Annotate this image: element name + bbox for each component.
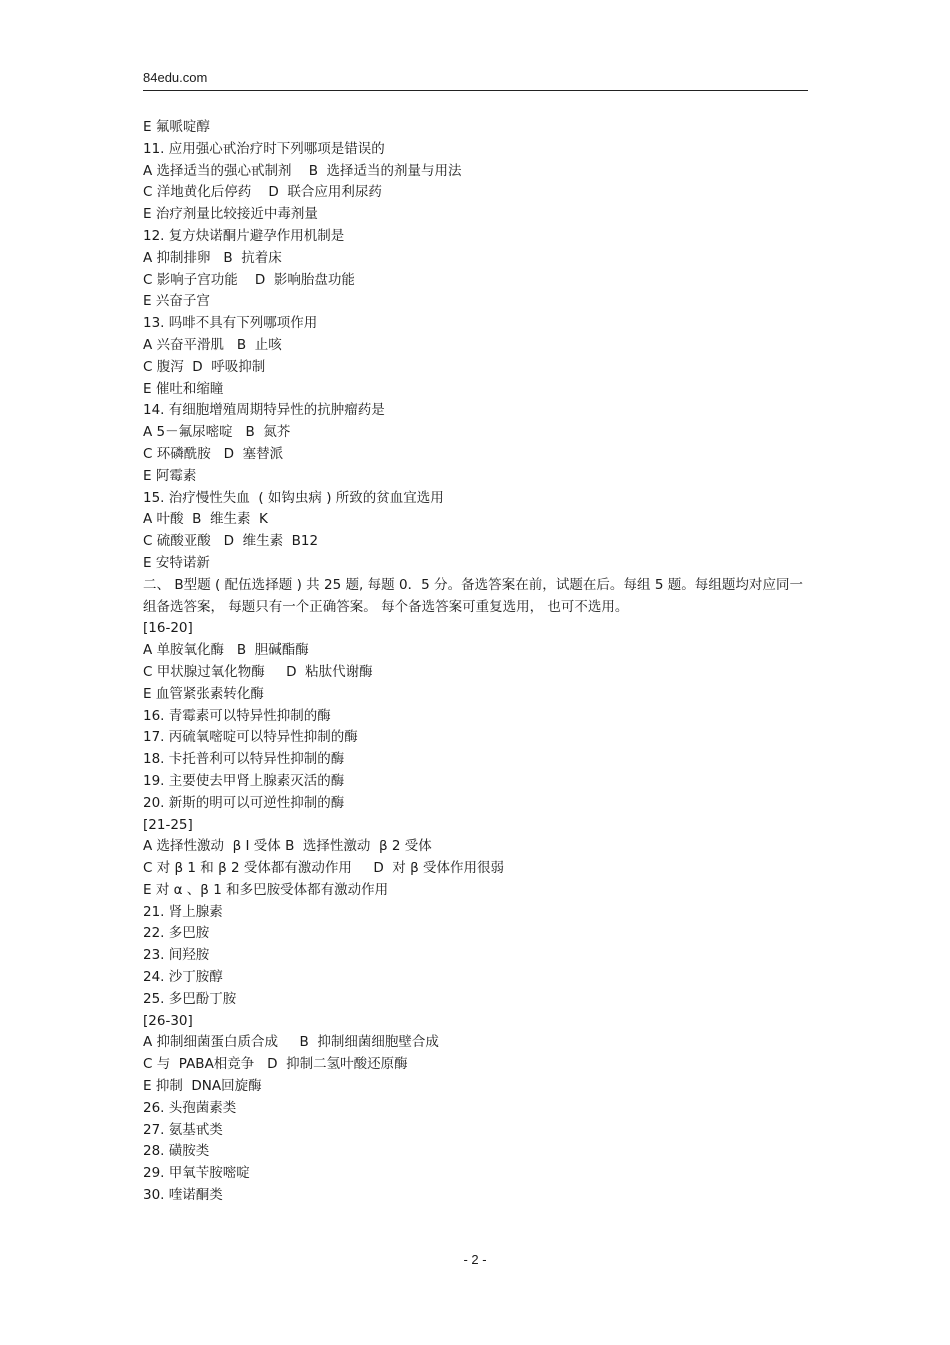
- text-line: E 氟哌啶醇: [143, 119, 210, 135]
- options-line: C 环磷酰胺 D 塞替派: [143, 445, 284, 462]
- options-line: A 5－氟尿嘧啶 B 氮芥: [143, 424, 291, 441]
- options-line: E 催吐和缩瞳: [143, 380, 224, 397]
- question-28: 28. 磺胺类: [143, 1143, 210, 1160]
- question-23: 23. 间羟胺: [143, 947, 210, 964]
- options-line: C 硫酸亚酸 D 维生素 B12: [143, 533, 319, 550]
- options-line: C 影响子宫功能 D 影响胎盘功能: [143, 271, 355, 288]
- options-line: A 单胺氧化酶 B 胆碱酯酶: [143, 642, 309, 659]
- page-header: [143, 68, 808, 91]
- question-26: 26. 头孢菌素类: [143, 1099, 237, 1116]
- options-line: E 兴奋子宫: [143, 293, 210, 310]
- options-line: A 叶酸 B 维生素 K: [143, 511, 268, 528]
- question-12: 12. 复方炔诺酮片避孕作用机制是: [143, 227, 345, 244]
- question-30: 30. 喹诺酮类: [143, 1187, 223, 1204]
- group-header: [21-25]: [143, 816, 193, 833]
- options-line: C 对 β 1 和 β 2 受体都有激动作用 D 对 β 受体作用很弱: [143, 860, 505, 877]
- question-22: 22. 多巴胺: [143, 925, 210, 942]
- options-line: C 腹泻 D 呼吸抑制: [143, 358, 266, 375]
- question-15: 15. 治疗慢性失血 ( 如钩虫病 ) 所致的贫血宜选用: [143, 489, 444, 506]
- options-line: E 对 α 、β 1 和多巴胺受体都有激动作用: [143, 881, 389, 898]
- options-line: C 洋地黄化后停药 D 联合应用利尿药: [143, 184, 382, 201]
- options-line: E 治疗剂量比较接近中毒剂量: [143, 206, 318, 223]
- options-line: A 抑制细菌蛋白质合成 B 抑制细菌细胞壁合成: [143, 1034, 439, 1051]
- group-header: [16-20]: [143, 620, 193, 637]
- options-line: A 兴奋平滑肌 B 止咳: [143, 336, 282, 353]
- question-24: 24. 沙丁胺醇: [143, 969, 223, 986]
- options-line: C 与 PABA相竞争 D 抑制二氢叶酸还原酶: [143, 1056, 408, 1073]
- question-20: 20. 新斯的明可以可逆性抑制的酶: [143, 794, 345, 811]
- options-line: A 选择适当的强心甙制剂 B 选择适当的剂量与用法: [143, 162, 462, 179]
- question-18: 18. 卡托普利可以特异性抑制的酶: [143, 751, 345, 768]
- question-21: 21. 肾上腺素: [143, 903, 223, 920]
- question-17: 17. 丙硫氧嘧啶可以特异性抑制的酶: [143, 729, 358, 746]
- question-13: 13. 吗啡不具有下列哪项作用: [143, 315, 318, 332]
- options-line: E 抑制 DNA回旋酶: [143, 1078, 262, 1095]
- options-line: A 选择性激动 β Ⅰ 受体 B 选择性激动 β 2 受体: [143, 838, 432, 855]
- question-14: 14. 有细胞增殖周期特异性的抗肿瘤药是: [143, 402, 385, 419]
- options-line: E 安特诺新: [143, 554, 210, 571]
- question-29: 29. 甲氧苄胺嘧啶: [143, 1165, 250, 1182]
- question-11: 11. 应用强心甙治疗时下列哪项是错误的: [143, 140, 385, 157]
- document-body: [143, 117, 803, 1207]
- question-16: 16. 青霉素可以特异性抑制的酶: [143, 707, 331, 724]
- page-number: - 2 -: [463, 1252, 487, 1267]
- header-site-name: 84edu.com: [143, 70, 208, 85]
- group-header: [26-30]: [143, 1012, 193, 1029]
- options-line: A 抑制排卵 B 抗着床: [143, 249, 282, 266]
- options-line: E 血管紧张素转化酶: [143, 685, 264, 702]
- question-25: 25. 多巴酚丁胺: [143, 990, 237, 1007]
- options-line: C 甲状腺过氧化物酶 D 粘肽代谢酶: [143, 663, 373, 680]
- section-b-intro: 二、 B型题 ( 配伍选择题 ) 共 25 题, 每题 0．5 分。备选答案在前，试题在后。每组 5 题。每组题均对应同一组备选答案， 每题只有一个正确答案。 每个备选答案可重复选用， 也可不选用。: [143, 576, 803, 615]
- question-27: 27. 氨基甙类: [143, 1121, 223, 1138]
- options-line: E 阿霉素: [143, 467, 197, 484]
- question-19: 19. 主要使去甲肾上腺素灭活的酶: [143, 772, 345, 789]
